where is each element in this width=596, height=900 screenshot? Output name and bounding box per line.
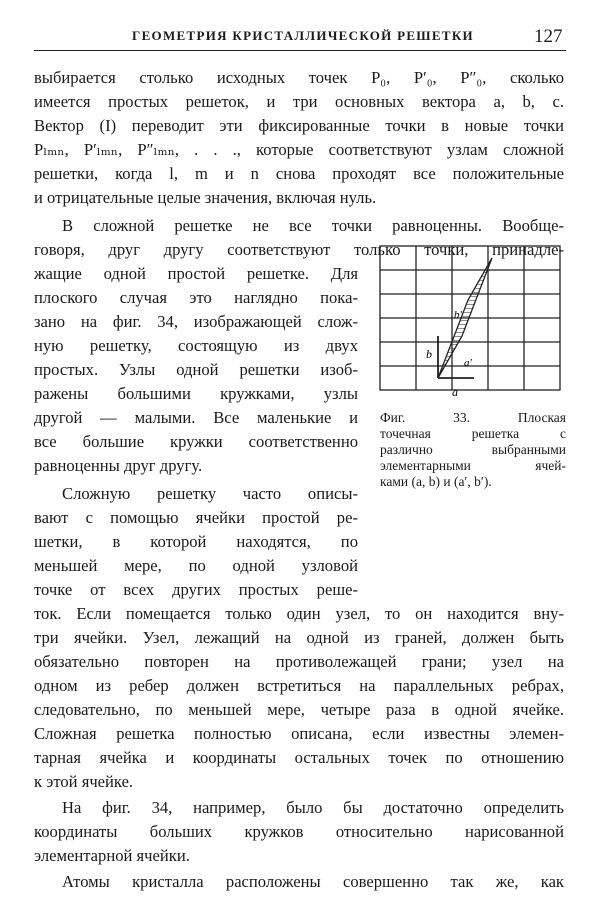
text-line: вают с помощью ячейки простой ре- [34,508,358,527]
text-line: равноценны друг другу. [34,456,203,475]
text-line: ток. Если помещается только один узел, то он находится вну- [34,604,564,623]
page-number: 127 [534,26,563,47]
figure-caption-line: ками (a, b) и (a′, b′). [380,474,492,489]
text-line: ражены большими кружками, узлы [34,384,358,403]
text-line: Pₗₘₙ, P′ₗₘₙ, P″ₗₘₙ, . . ., которые соответствуют узлам сложной [34,140,564,159]
text-line: На фиг. 34, например, было бы достаточно определить [62,798,564,817]
text-line: меньшей мере, по одной узловой [34,556,358,575]
label-a-prime: a′ [464,357,472,369]
text-line: решетки, когда l, m и n снова проходят все положительные [34,164,564,183]
text-line: точке от всех других простых реше- [34,580,358,599]
text-line: другой — малыми. Все маленькие и [34,408,358,427]
text-line: три ячейки. Узел, лежащий на одной из граней, должен быть [34,628,564,647]
figure-caption-line: Фиг. 33. Плоская [380,410,566,425]
page-header [34,26,564,48]
text-line: ную решетку, состоящую из двух [34,336,358,355]
label-b-prime: b′ [454,309,462,321]
text-line: элементарной ячейки. [34,846,190,865]
figure-caption-line: элементарными ячей- [380,458,566,473]
text-line: простых. Узлы одной решетки изоб- [34,360,358,379]
text-line: имеется простых решеток, и три основных вектора a, b, c. [34,92,564,111]
text-line: к этой ячейке. [34,772,134,791]
text-line: Атомы кристалла расположены совершенно так же, как [62,872,564,891]
lattice-figure [374,240,566,400]
text-line: Вектор (I) переводит эти фиксированные точки в новые точки [34,116,564,135]
text-line: плоского случая это наглядно пока- [34,288,358,307]
text-line: зано на фиг. 34, изображающей слож- [34,312,358,331]
figure-caption-line: точечная решетка с [380,426,566,441]
text-line: говоря, друг другу соответствуют только точки, принадле- [34,240,564,259]
text-line: В сложной решетке не все точки равноценны. Вообще- [62,216,564,235]
text-line: одном из ребер должен встретиться на параллельных ребрах, [34,676,564,695]
text-line: Сложную решетку часто описы- [62,484,358,503]
text-line: обязательно повторен на противолежащей грани; узел на [34,652,564,671]
header-rule [34,50,566,51]
text-line: Сложная решетка полностью описана, если известны элемен- [34,724,564,743]
text-line: тарная ячейка и координаты остальных точек по отношению [34,748,564,767]
text-line: следовательно, по меньшей мере, четыре раза в одной ячейке. [34,700,564,719]
text-line: координаты больших кружков относительно нарисованной [34,822,564,841]
running-head: ГЕОМЕТРИЯ КРИСТАЛЛИЧЕСКОЙ РЕШЕТКИ [132,28,474,43]
text-line: и отрицательные целые значения, включая нуль. [34,188,377,207]
figure-caption-line: различно выбранными [380,442,566,457]
label-a: a [452,385,458,399]
text-line: выбирается столько исходных точек P₀, P′₀, P″₀, сколько [34,68,564,87]
text-line: все большие кружки соответственно [34,432,358,451]
text-line: жащие одной простой решетке. Для [34,264,358,283]
label-b: b [426,347,432,361]
text-line: шетки, в которой находятся, по [34,532,358,551]
